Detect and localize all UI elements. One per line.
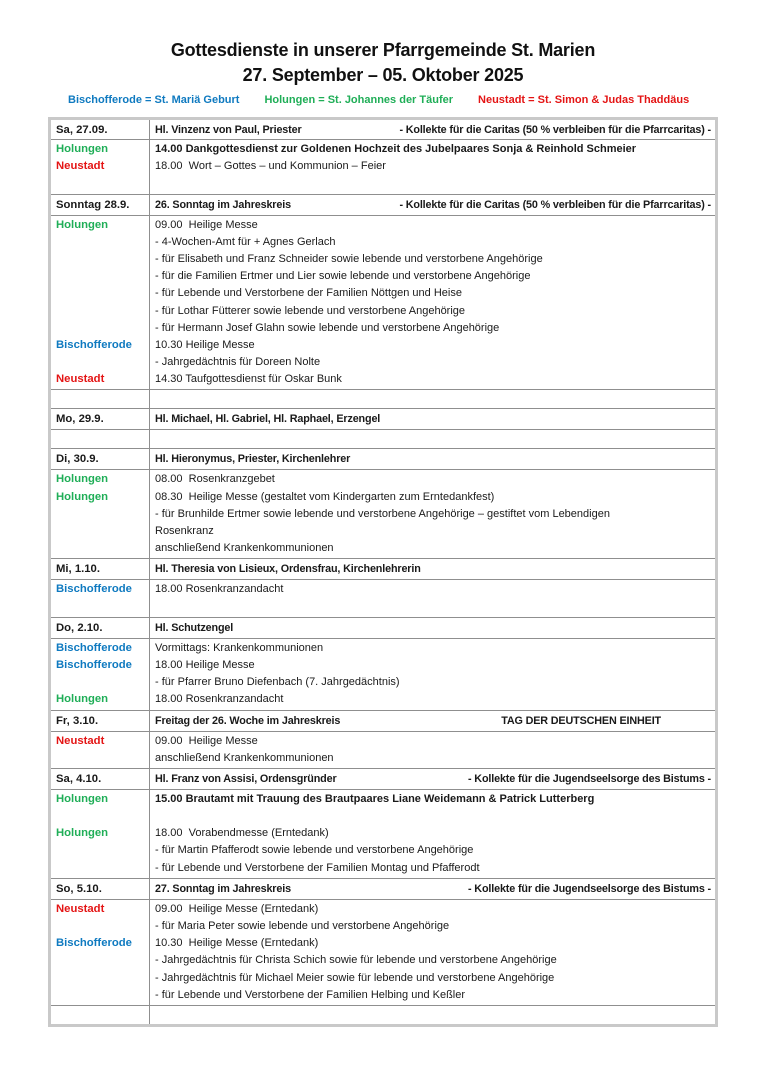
event-line: 08.30 Heilige Messe (gestaltet vom Kindergarten zum Erntedankfest)	[155, 490, 495, 503]
location-spacer	[56, 750, 145, 767]
event-line: - für Pfarrer Bruno Diefenbach (7. Jahrgedächtnis)	[155, 676, 400, 689]
event-line: anschließend Krankenkommunionen	[155, 751, 334, 764]
date-cell: So, 5.10.	[50, 878, 150, 899]
event-line: Rosenkranz	[155, 525, 214, 537]
location-spacer	[56, 952, 145, 969]
location-spacer	[56, 251, 145, 268]
event-line: 14.00 Dankgottesdienst zur Goldenen Hochzeit des Jubelpaares Sonja & Reinhold Schmeier	[155, 143, 637, 155]
location-cell	[50, 580, 150, 617]
location-label: Neustadt	[56, 373, 105, 386]
event-line	[155, 599, 711, 616]
events-cell	[150, 470, 717, 559]
day-title-cell	[150, 559, 717, 580]
detail-row	[50, 789, 717, 878]
events-cell	[150, 390, 717, 409]
events-cell	[150, 140, 717, 195]
location-label: Holungen	[56, 218, 109, 231]
event-line: - Jahrgedächtnis für Christa Schich sowie für lebende und verstorbene Angehörige	[155, 954, 557, 967]
event-line: 09.00 Heilige Messe (Erntedank)	[155, 902, 319, 915]
event-line: anschließend Krankenkommunionen	[155, 542, 334, 555]
day-title-cell	[150, 409, 717, 430]
date-cell: Di, 30.9.	[50, 449, 150, 470]
date-cell: Sa, 4.10.	[50, 768, 150, 789]
event-line: - für Lebende und Verstorbene der Familien Montag und Pfafferodt	[155, 861, 480, 874]
legend-neustadt: Neustadt = St. Simon & Judas Thaddäus	[478, 94, 690, 106]
day-header-row	[50, 409, 717, 430]
location-label: Neustadt	[56, 160, 105, 173]
location-label: Bischofferode	[56, 641, 132, 654]
date-cell: Sonntag 28.9.	[50, 194, 150, 215]
spacer-row	[50, 390, 717, 409]
events-cell	[150, 731, 717, 768]
day-title: Hl. Michael, Hl. Gabriel, Hl. Raphael, Erzengel	[155, 413, 381, 426]
location-spacer	[56, 860, 145, 877]
date-cell: Mi, 1.10.	[50, 559, 150, 580]
day-title: Freitag der 26. Woche im Jahreskreis	[155, 714, 341, 727]
event-line: Vormittags: Krankenkommunionen	[155, 641, 324, 654]
day-title-cell	[150, 768, 717, 789]
location-label: Bischofferode	[56, 658, 132, 671]
location-cell	[50, 390, 150, 409]
day-title: Hl. Theresia von Lisieux, Ordensfrau, Kirchenlehrerin	[155, 563, 421, 576]
date-cell: Fr, 3.10.	[50, 710, 150, 731]
events-cell	[150, 1005, 717, 1025]
location-label: Neustadt	[56, 902, 105, 915]
event-line: 10.30 Heilige Messe (Erntedank)	[155, 937, 319, 950]
day-header-row	[50, 878, 717, 899]
day-title: 26. Sonntag im Jahreskreis	[155, 198, 291, 211]
day-header-row	[50, 768, 717, 789]
event-line: 09.00 Heilige Messe	[155, 734, 258, 747]
event-line: 08.00 Rosenkranzgebet	[155, 473, 275, 486]
location-cell	[50, 1005, 150, 1025]
detail-row	[50, 215, 717, 390]
location-cell	[50, 731, 150, 768]
date-cell: Do, 2.10.	[50, 617, 150, 638]
day-title-cell	[150, 194, 717, 215]
day-title-cell	[150, 878, 717, 899]
location-cell	[50, 215, 150, 390]
location-cell	[50, 140, 150, 195]
location-label: Holungen	[56, 792, 109, 805]
event-line: - für Martin Pfafferodt sowie lebende und verstorbene Angehörige	[155, 844, 474, 857]
location-spacer	[56, 320, 145, 337]
location-spacer	[56, 599, 145, 616]
event-line: - für Elisabeth und Franz Schneider sowie lebende und verstorbene Angehörige	[155, 252, 543, 265]
event-line: - für Brunhilde Ertmer sowie lebende und verstorbene Angehörige – gestiftet vom Lebendigen	[155, 507, 610, 520]
event-line: 18.00 Wort – Gottes – und Kommunion – Feier	[155, 160, 386, 173]
detail-row	[50, 731, 717, 768]
location-spacer	[56, 674, 145, 691]
day-header-row	[50, 449, 717, 470]
event-line: 18.00 Rosenkranzandacht	[155, 583, 284, 596]
event-line: - für Hermann Josef Glahn sowie lebende und verstorbene Angehörige	[155, 321, 500, 334]
location-cell	[50, 470, 150, 559]
day-title-cell	[150, 449, 717, 470]
location-spacer	[56, 268, 145, 285]
day-title: Hl. Hieronymus, Priester, Kirchenlehrer	[155, 453, 351, 466]
event-line: - für Lebende und Verstorbene der Familien Nöttgen und Heise	[155, 287, 462, 300]
location-label: Neustadt	[56, 734, 105, 747]
day-title: Hl. Vinzenz von Paul, Priester	[155, 123, 302, 136]
event-line: - für Lebende und Verstorbene der Familien Helbing und Keßler	[155, 988, 466, 1001]
event-line: - für die Familien Ertmer und Lier sowie lebende und verstorbene Angehörige	[155, 270, 531, 283]
location-spacer	[56, 540, 145, 557]
events-cell	[150, 430, 717, 449]
event-line: - für Maria Peter sowie lebende und verstorbene Angehörige	[155, 920, 450, 932]
date-range: 27. September – 05. Oktober 2025	[242, 65, 524, 85]
location-spacer	[56, 285, 145, 302]
event-line	[155, 808, 711, 825]
detail-row	[50, 140, 717, 195]
events-cell	[150, 580, 717, 617]
day-annotation: - Kollekte für die Jugendseelsorge des Bistums -	[468, 772, 711, 785]
location-cell	[50, 430, 150, 449]
location-label: Bischofferode	[56, 338, 132, 351]
location-cell	[50, 899, 150, 1005]
location-label: Holungen	[56, 143, 109, 155]
legend-holungen: Holungen = St. Johannes der Täufer	[264, 94, 454, 106]
spacer-row	[50, 1005, 717, 1025]
detail-row	[50, 899, 717, 1005]
location-label: Bischofferode	[56, 937, 132, 950]
location-spacer	[56, 987, 145, 1004]
event-line	[155, 175, 711, 192]
location-spacer	[56, 970, 145, 987]
location-spacer	[56, 523, 145, 540]
location-cell	[50, 638, 150, 710]
event-line: 18.00 Rosenkranzandacht	[155, 693, 284, 706]
location-spacer	[56, 506, 145, 523]
location-label: Holungen	[56, 473, 109, 486]
document-title: Gottesdienste in unserer Pfarrgemeinde St. Marien	[170, 40, 596, 60]
event-line: - für Lothar Fütterer sowie lebende und verstorbene Angehörige	[155, 304, 466, 317]
location-spacer	[56, 234, 145, 251]
day-title: Hl. Franz von Assisi, Ordensgründer	[155, 772, 337, 785]
events-cell	[150, 789, 717, 878]
document-title-block	[48, 38, 718, 88]
event-line: 18.00 Heilige Messe	[155, 658, 255, 671]
location-label: Bischofferode	[56, 583, 132, 596]
location-label: Holungen	[56, 827, 109, 840]
location-label: Holungen	[56, 693, 109, 706]
date-cell: Sa, 27.09.	[50, 119, 150, 140]
location-spacer	[56, 808, 145, 825]
detail-row	[50, 638, 717, 710]
detail-row	[50, 470, 717, 559]
day-annotation: TAG DER DEUTSCHEN EINHEIT	[501, 714, 661, 727]
day-title-cell	[150, 710, 717, 731]
schedule-table-body	[50, 119, 717, 1026]
church-legend	[68, 94, 718, 106]
events-cell	[150, 638, 717, 710]
day-title: Hl. Schutzengel	[155, 621, 234, 634]
event-line: 15.00 Brautamt mit Trauung des Brautpaares Liane Weidemann & Patrick Lutterberg	[155, 792, 595, 805]
legend-bischofferode: Bischofferode = St. Mariä Geburt	[68, 94, 240, 106]
event-line: 10.30 Heilige Messe	[155, 338, 255, 351]
day-annotation: - Kollekte für die Caritas (50 % verbleiben für die Pfarrcaritas) -	[399, 123, 711, 136]
day-title-cell	[150, 119, 717, 140]
event-line: - 4-Wochen-Amt für + Agnes Gerlach	[155, 235, 336, 248]
day-header-row	[50, 119, 717, 140]
location-spacer	[56, 303, 145, 320]
location-label: Holungen	[56, 490, 109, 503]
day-title: 27. Sonntag im Jahreskreis	[155, 882, 291, 895]
day-header-row	[50, 194, 717, 215]
day-title-cell	[150, 617, 717, 638]
schedule-table	[48, 117, 718, 1027]
event-line: 14.30 Taufgottesdienst für Oskar Bunk	[155, 373, 342, 386]
location-spacer	[56, 842, 145, 859]
day-header-row	[50, 617, 717, 638]
date-cell: Mo, 29.9.	[50, 409, 150, 430]
location-spacer	[56, 918, 145, 935]
event-line: - Jahrgedächtnis für Doreen Nolte	[155, 356, 321, 369]
event-line: 18.00 Vorabendmesse (Erntedank)	[155, 827, 329, 840]
events-cell	[150, 899, 717, 1005]
day-annotation: - Kollekte für die Jugendseelsorge des Bistums -	[468, 882, 711, 895]
events-cell	[150, 215, 717, 390]
day-annotation: - Kollekte für die Caritas (50 % verbleiben für die Pfarrcaritas) -	[399, 198, 711, 211]
location-spacer	[56, 354, 145, 371]
location-cell	[50, 789, 150, 878]
spacer-row	[50, 430, 717, 449]
location-spacer	[56, 175, 145, 192]
day-header-row	[50, 559, 717, 580]
day-header-row	[50, 710, 717, 731]
event-line: - Jahrgedächtnis für Michael Meier sowie für lebende und verstorbene Angehörige	[155, 971, 555, 984]
detail-row	[50, 580, 717, 617]
event-line: 09.00 Heilige Messe	[155, 218, 258, 231]
